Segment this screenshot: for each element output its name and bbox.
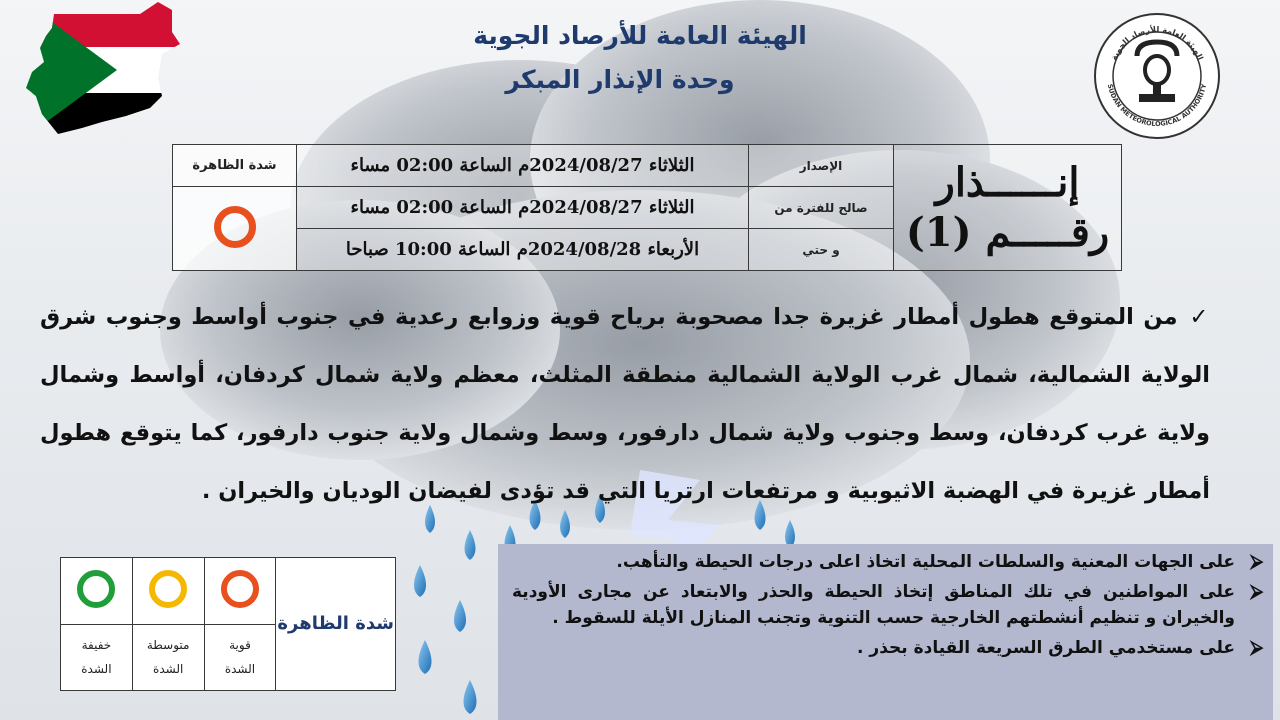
valid-to-value: الأربعاء 2024/08/28م الساعة 10:00 صباحا	[297, 229, 749, 271]
arrow-bullet-icon: ⮚	[1250, 551, 1263, 572]
org-name: الهيئة العامة للأرصاد الجوية	[473, 21, 807, 50]
unit-name: وحدة الإنذار المبكر	[505, 65, 735, 94]
severity-header: شدة الظاهرة	[173, 145, 297, 187]
advice-text: على الجهات المعنية والسلطات المحلية اتخاذ اعلى درجات الحيطة والتأهب.	[616, 552, 1235, 572]
light-label-line1: خفيفة	[81, 638, 112, 653]
light-ring-icon	[77, 570, 115, 608]
header	[330, 14, 950, 102]
issue-label: الإصدار	[749, 145, 894, 187]
legend-moderate-label	[132, 624, 204, 691]
meteorological-authority-logo	[1093, 12, 1221, 140]
check-icon: ✓	[1189, 304, 1210, 330]
legend-strong-label	[204, 624, 276, 691]
warning-title-line1: إنــــــذار	[935, 158, 1080, 206]
severity-indicator-cell	[173, 187, 297, 271]
legend-strong-ring	[204, 558, 276, 625]
advice-box	[498, 544, 1273, 720]
strong-ring-icon	[221, 570, 259, 608]
valid-to-label: و حتي	[749, 229, 894, 271]
severity-legend	[60, 557, 396, 691]
issue-value: الثلاثاء 2024/08/27م الساعة 02:00 مساء	[297, 145, 749, 187]
severity-ring-icon	[214, 206, 256, 248]
arrow-bullet-icon: ⮚	[1250, 581, 1263, 602]
logo-english-text: SUDAN METEOROLOGICAL AUTHORITY	[1105, 83, 1209, 129]
advice-item	[512, 550, 1263, 574]
warning-number: رقـــــم (1)	[905, 208, 1110, 256]
legend-light-label	[61, 624, 133, 691]
strong-label-line1: قوية	[229, 638, 251, 653]
arrow-bullet-icon: ⮚	[1250, 637, 1263, 658]
moderate-ring-icon	[149, 570, 187, 608]
advice-item	[512, 636, 1263, 660]
sudan-flag-map-icon	[22, 0, 182, 140]
strong-label-line2: الشدة	[224, 662, 256, 677]
logo-arabic-text: الهيئة العامة للأرصاد الجوية	[1109, 24, 1205, 62]
warning-title	[894, 145, 1122, 271]
valid-from-value: الثلاثاء 2024/08/27م الساعة 02:00 مساء	[297, 187, 749, 229]
advice-text: على المواطنين في تلك المناطق إتخاذ الحيطة والحذر والابتعاد عن مجارى الأودية والخيران و تنظيم أنشطتهم الخارجية حسب التنوية وتجنب المنازل الأيلة للسقوط .	[512, 582, 1235, 628]
light-label-line2: الشدة	[81, 662, 112, 677]
forecast-paragraph: من المتوقع هطول أمطار غزيرة جدا مصحوبة برياح قوية وزوابع رعدية في جنوب أواسط وجنوب شرق الولاية الشمالية، شمال غرب الولاية الشمالية منطقة المثلث، معظم ولاية شمال كردفان، أواسط وشمال ولاية غرب كردفان، وسط وجنوب ولاية شمال دارفور، وسط وشمال ولاية جنوب دارفور، كما يتوقع هطول أمطار غزيرة في الهضبة الاثيوبية و مرتفعات ارتريا التي قد تؤدى لفيضان الوديان والخيران .	[40, 304, 1210, 504]
warning-table	[172, 144, 1122, 271]
moderate-label-line1: متوسطة	[146, 638, 190, 653]
legend-title: شدة الظاهرة	[276, 558, 396, 691]
valid-from-label: صالح للفترة من	[749, 187, 894, 229]
advice-text: على مستخدمي الطرق السريعة القيادة بحذر .	[857, 638, 1235, 658]
moderate-label-line2: الشدة	[153, 662, 184, 677]
legend-light-ring	[61, 558, 133, 625]
forecast-text	[40, 288, 1210, 520]
legend-moderate-ring	[132, 558, 204, 625]
advice-item	[512, 579, 1263, 631]
